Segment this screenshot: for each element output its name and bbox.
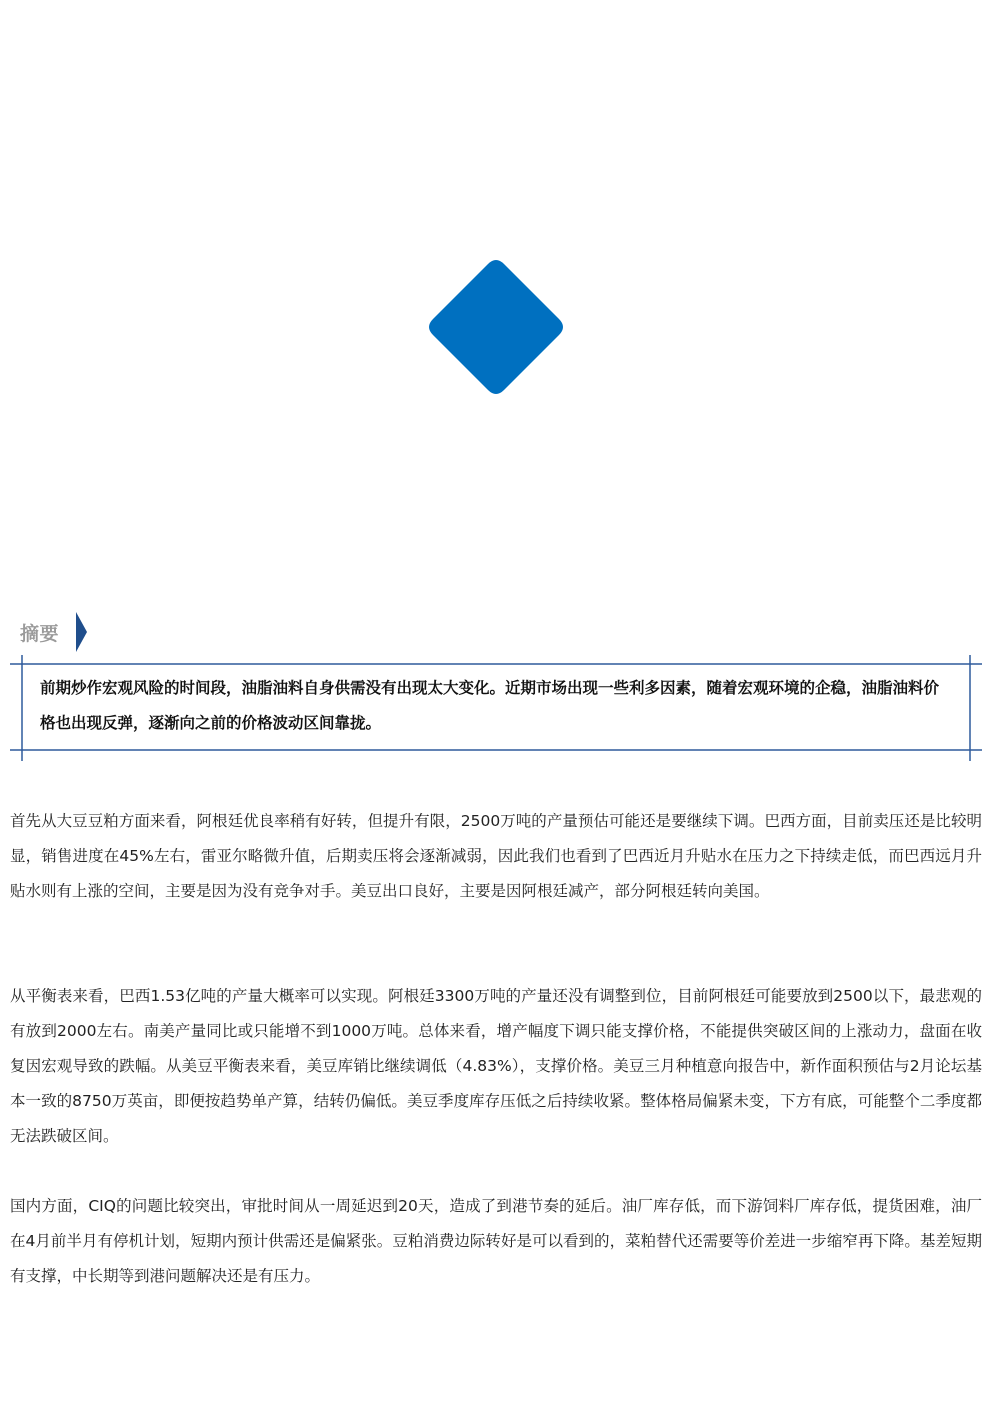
summary-title: 摘要 — [20, 622, 60, 645]
body-paragraph: 从平衡表来看，巴西1.53亿吨的产量大概率可以实现。阿根廷3300万吨的产量还没有调整到位，目前阿根廷可能要放到2500以下，最悲观的有放到2000左右。南美产量同比或只能增不到1000万吨。总体来看，增产幅度下调只能支撑价格，不能提供突破区间的上涨动力，盘面在收复因宏观导致的跌幅。从美豆平衡表来看，美豆库销比继续调低（4.83%），支撑价格。美豆三月种植意向报告中，新作面积预估与2月论坛基本一致的8750万英亩，即便按趋势单产算，结转仍偏低。美豆季度库存压低之后持续收紧。整体格局偏紧未变，下方有底，可能整个二季度都无法跌破区间。 — [10, 987, 982, 1145]
blue-diamond-logo-icon — [425, 256, 567, 398]
chevron-right-icon — [76, 612, 88, 652]
summary-text: 前期炒作宏观风险的时间段，油脂油料自身供需没有出现太大变化。近期市场出现一些利多因素，随着宏观环境的企稳，油脂油料价格也出现反弹，逐渐向之前的价格波动区间靠拢。 — [40, 679, 940, 732]
body-paragraph: 首先从大豆豆粕方面来看，阿根廷优良率稍有好转，但提升有限，2500万吨的产量预估可能还是要继续下调。巴西方面，目前卖压还是比较明显，销售进度在45%左右，雷亚尔略微升值，后期卖压将会逐渐减弱，因此我们也看到了巴西近月升贴水在压力之下持续走低，而巴西远月升贴水则有上涨的空间，主要是因为没有竞争对手。美豆出口良好，主要是因阿根廷减产，部分阿根廷转向美国。 — [10, 812, 982, 900]
summary-box — [10, 655, 982, 761]
summary-header — [20, 612, 59, 652]
body-paragraph: 国内方面，CIQ的问题比较突出，审批时间从一周延迟到20天，造成了到港节奏的延后。油厂库存低，而下游饲料厂库存低，提货困难，油厂在4月前半月有停机计划，短期内预计供需还是偏紧张。豆粕消费边际转好是可以看到的，菜粕替代还需要等价差进一步缩窄再下降。基差短期有支撑，中长期等到港问题解决还是有压力。 — [10, 1197, 982, 1285]
